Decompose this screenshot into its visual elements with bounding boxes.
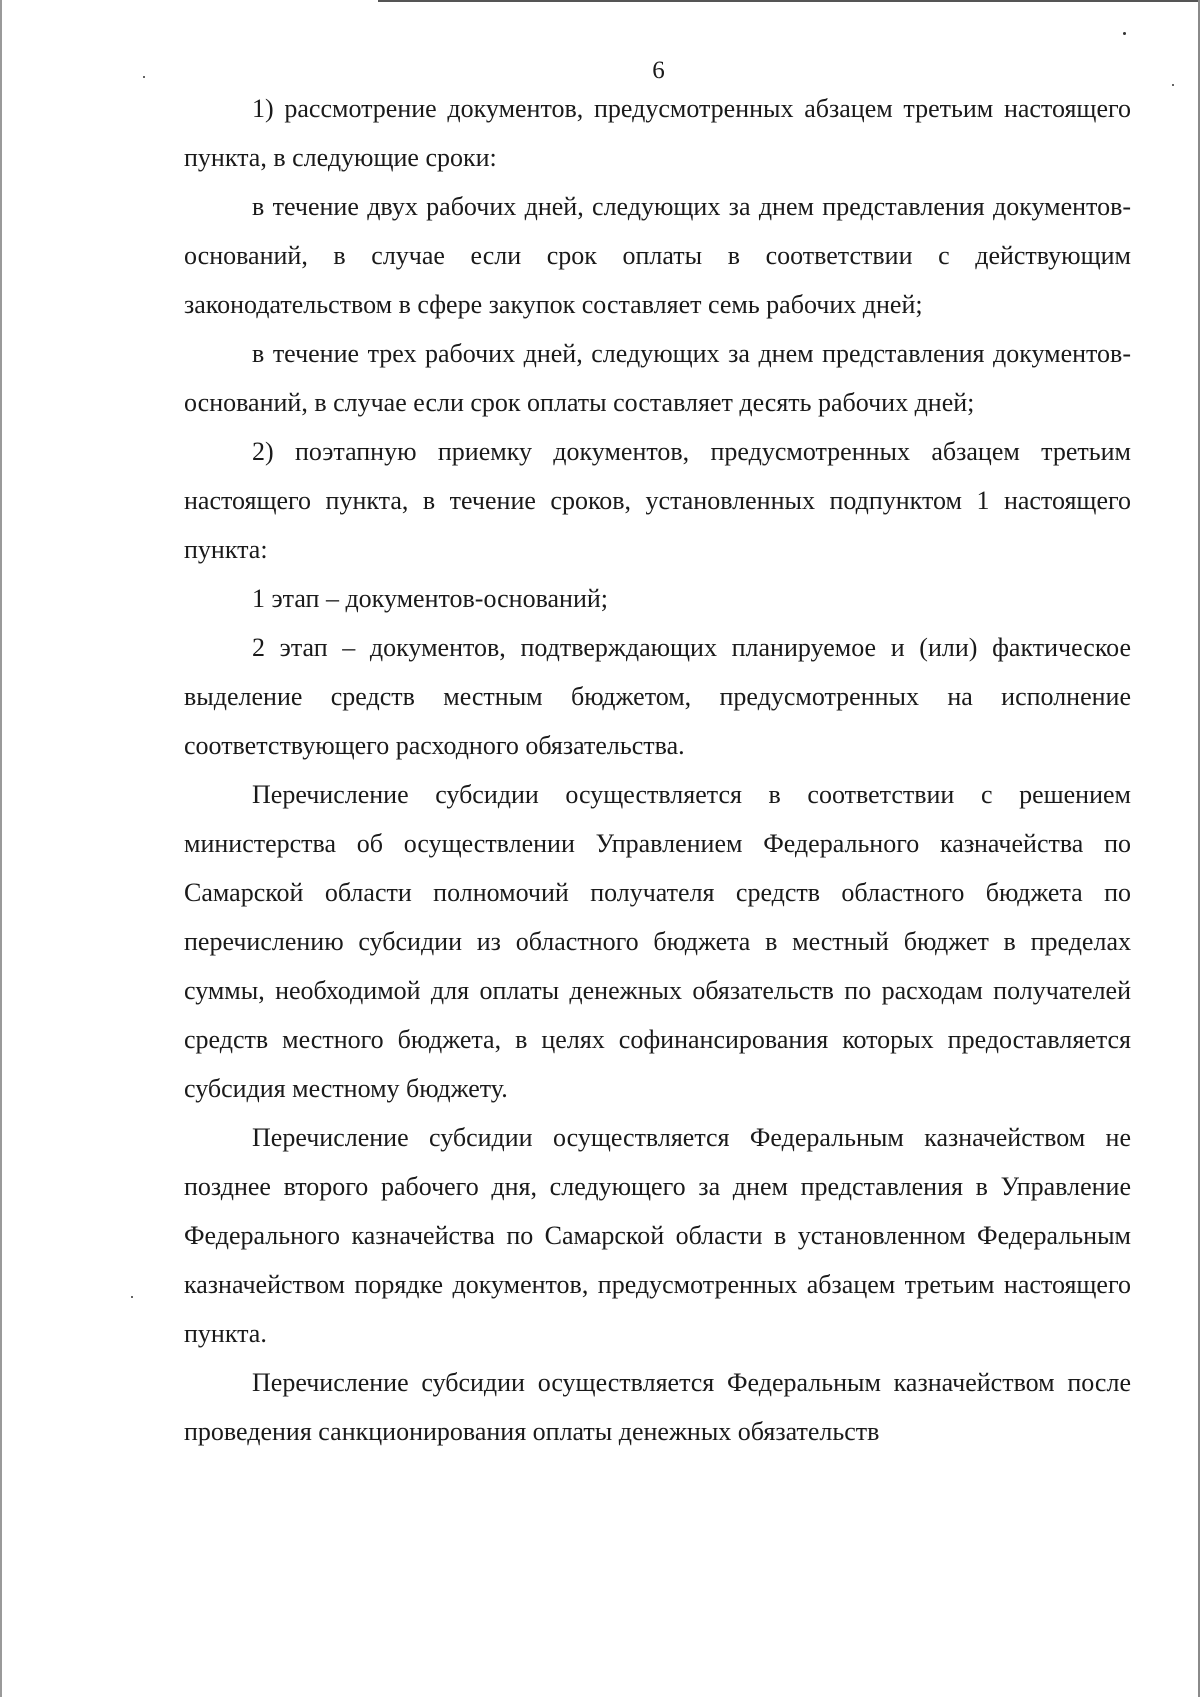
paragraph: Перечисление субсидии осуществляется Федеральным казначейством не позднее второго рабочего дня, следующего за днем представления в Управление Федерального казначейства по Самарской области в установленном Федеральным казначейством порядке документов, предусмотренных абзацем третьим настоящего пункта.: [184, 1123, 1131, 1348]
scan-speck: [131, 1296, 133, 1298]
scan-left-edge: [0, 0, 2, 1697]
paragraph: в течение двух рабочих дней, следующих за днем представления документов-оснований, в случае если срок оплаты в соответствии с действующим законодательством в сфере закупок составляет семь рабочих дней;: [184, 192, 1131, 319]
scan-top-rule: [378, 0, 1200, 2]
paragraph: Перечисление субсидии осуществляется в соответствии с решением министерства об осуществлении Управлением Федерального казначейства по Самарской области полномочий получателя средств областного бюджета по перечислению субсидии из областного бюджета в местный бюджет в пределах суммы, необходимой для оплаты денежных обязательств по расходам получателей средств местного бюджета, в целях софинансирования которых предоставляется субсидия местному бюджету.: [184, 780, 1131, 1103]
scan-speck: [1123, 32, 1126, 35]
paragraph: 1) рассмотрение документов, предусмотренных абзацем третьим настоящего пункта, в следующие сроки:: [184, 94, 1131, 172]
document-body: [184, 84, 1131, 1456]
paragraph: Перечисление субсидии осуществляется Федеральным казначейством после проведения санкционирования оплаты денежных обязательств: [184, 1368, 1131, 1446]
paragraph: 1 этап – документов-оснований;: [252, 584, 609, 613]
paragraph: в течение трех рабочих дней, следующих за днем представления документов-оснований, в случае если срок оплаты составляет десять рабочих дней;: [184, 339, 1131, 417]
paragraph: 2 этап – документов, подтверждающих планируемое и (или) фактическое выделение средств местным бюджетом, предусмотренных на исполнение соответствующего расходного обязательства.: [184, 633, 1131, 760]
page-number: 6: [652, 57, 665, 84]
paragraph: 2) поэтапную приемку документов, предусмотренных абзацем третьим настоящего пункта, в течение сроков, установленных подпунктом 1 настоящего пункта:: [184, 437, 1131, 564]
